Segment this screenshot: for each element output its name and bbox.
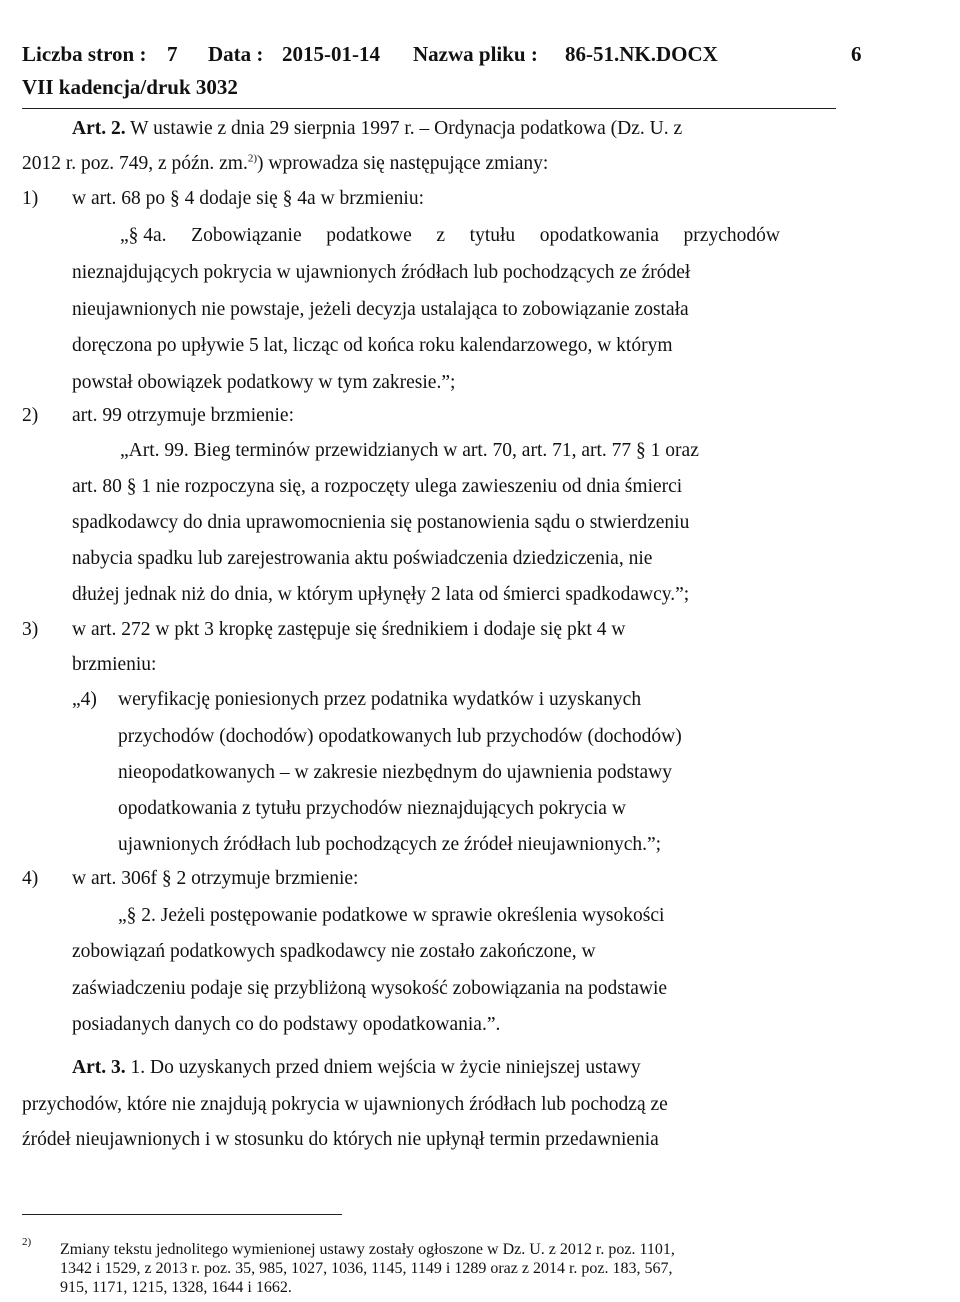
item2-quote-first-line: „Art. 99. Bieg terminów przewidzianych w art. 70, art. 71, art. 77 § 1 oraz xyxy=(120,440,699,461)
item1-quote-line: doręczona po upływie 5 lat, licząc od końca roku kalendarzowego, w którym xyxy=(72,335,673,356)
art2-line2-post: ) wprowadza się następujące zmiany: xyxy=(257,153,549,174)
art3-line2: przychodów, które nie znajdują pokrycia w ujawnionych źródłach lub pochodzą ze xyxy=(22,1094,668,1115)
word: Zobowiązanie xyxy=(191,225,302,246)
item2-quote-line: art. 80 § 1 nie rozpoczyna się, a rozpoczęty ulega zawieszeniu od dnia śmierci xyxy=(72,476,683,497)
date-label: Data : xyxy=(208,42,264,66)
item3-number: 3) xyxy=(22,619,39,640)
art3-line1 xyxy=(72,1057,641,1079)
item3-text-line2: brzmieniu: xyxy=(72,654,157,675)
item3-quote-number: „4) xyxy=(72,689,97,710)
item2-number: 2) xyxy=(22,405,39,426)
footnote-marker: 2) xyxy=(22,1236,32,1248)
item3-quote-line: weryfikację poniesionych przez podatnika wydatków i uzyskanych xyxy=(118,689,642,710)
header-rule xyxy=(22,108,836,109)
item3-quote-line: nieopodatkowanych – w zakresie niezbędnym do ujawnienia podstawy xyxy=(118,762,672,783)
item3-text-line1: w art. 272 w pkt 3 kropkę zastępuje się średnikiem i dodaje się pkt 4 w xyxy=(72,619,626,640)
item2-quote-line: spadkodawcy do dnia uprawomocnienia się postanowienia sądu o stwierdzeniu xyxy=(72,512,690,533)
footnote-line: 1342 i 1529, z 2013 r. poz. 35, 985, 1027, 1036, 1145, 1149 i 1289 oraz z 2014 r. poz. 183, 567, xyxy=(60,1260,673,1277)
item3-quote-line: opodatkowania z tytułu przychodów nieznajdujących pokrycia w xyxy=(118,798,626,819)
word: opodatkowania xyxy=(539,225,659,246)
item1-quote-line: nieznajdujących pokrycia w ujawnionych źródłach lub pochodzących ze źródeł xyxy=(72,262,691,283)
pages-label: Liczba stron : xyxy=(22,42,147,66)
item4-quote-first-line: „§ 2. Jeżeli postępowanie podatkowe w sprawie określenia wysokości xyxy=(118,905,665,926)
item4-number: 4) xyxy=(22,868,39,889)
word: przychodów xyxy=(683,225,780,246)
file-value: 86-51.NK.DOCX xyxy=(565,42,718,66)
page-number: 6 xyxy=(851,42,862,66)
item2-quote-last: dłużej jednak niż do dnia, w którym upłynęły 2 lata od śmierci spadkodawcy.”; xyxy=(72,584,690,605)
art3-line1-text: 1. Do uzyskanych przed dniem wejścia w życie niniejszej ustawy xyxy=(130,1057,641,1078)
item1-quote-first-line xyxy=(120,225,780,247)
art3-label: Art. 3. xyxy=(72,1057,126,1078)
art2-line2 xyxy=(22,153,548,175)
item4-quote-line: zobowiązań podatkowych spadkodawcy nie zostało zakończone, w xyxy=(72,941,596,962)
footnote-rule xyxy=(22,1214,342,1215)
art2-label: Art. 2. xyxy=(72,118,126,139)
footnote-ref: 2) xyxy=(247,152,258,165)
item1-quote-last: powstał obowiązek podatkowy w tym zakresie.”; xyxy=(72,372,456,393)
art2-line1 xyxy=(72,118,682,140)
word: tytułu xyxy=(469,225,516,246)
date-value: 2015-01-14 xyxy=(282,42,380,66)
item1-number: 1) xyxy=(22,188,39,209)
art2-line2-pre: 2012 r. poz. 749, z późn. zm. xyxy=(22,153,248,174)
item2-quote-line: nabycia spadku lub zarejestrowania aktu poświadczenia dziedziczenia, nie xyxy=(72,548,653,569)
file-label: Nazwa pliku : xyxy=(413,42,538,66)
item4-text: w art. 306f § 2 otrzymuje brzmienie: xyxy=(72,868,359,889)
item1-text: w art. 68 po § 4 dodaje się § 4a w brzmieniu: xyxy=(72,188,424,209)
pages-value: 7 xyxy=(167,42,178,66)
art3-line3: źródeł nieujawnionych i w stosunku do których nie upłynął termin przedawnienia xyxy=(22,1129,659,1150)
item4-quote-last: posiadanych danych co do podstawy opodatkowania.”. xyxy=(72,1014,501,1035)
word: z xyxy=(436,225,446,246)
item1-quote-line: nieujawnionych nie powstaje, jeżeli decyzja ustalająca to zobowiązanie została xyxy=(72,299,689,320)
footnote-line: 915, 1171, 1215, 1328, 1644 i 1662. xyxy=(60,1279,292,1296)
art2-line1-text: W ustawie z dnia 29 sierpnia 1997 r. – Ordynacja podatkowa (Dz. U. z xyxy=(130,118,683,139)
term-info: VII kadencja/druk 3032 xyxy=(22,75,238,99)
word: „§ 4a. xyxy=(120,225,167,246)
item2-text: art. 99 otrzymuje brzmienie: xyxy=(72,405,295,426)
footnote-line: Zmiany tekstu jednolitego wymienionej ustawy zostały ogłoszone w Dz. U. z 2012 r. poz. 1101, xyxy=(60,1241,675,1258)
item3-quote-line: przychodów (dochodów) opodatkowanych lub przychodów (dochodów) xyxy=(118,726,682,747)
item3-quote-last: ujawnionych źródłach lub pochodzących ze źródeł nieujawnionych.”; xyxy=(118,834,662,855)
word: podatkowe xyxy=(326,225,412,246)
item4-quote-line: zaświadczeniu podaje się przybliżoną wysokość zobowiązania na podstawie xyxy=(72,978,668,999)
